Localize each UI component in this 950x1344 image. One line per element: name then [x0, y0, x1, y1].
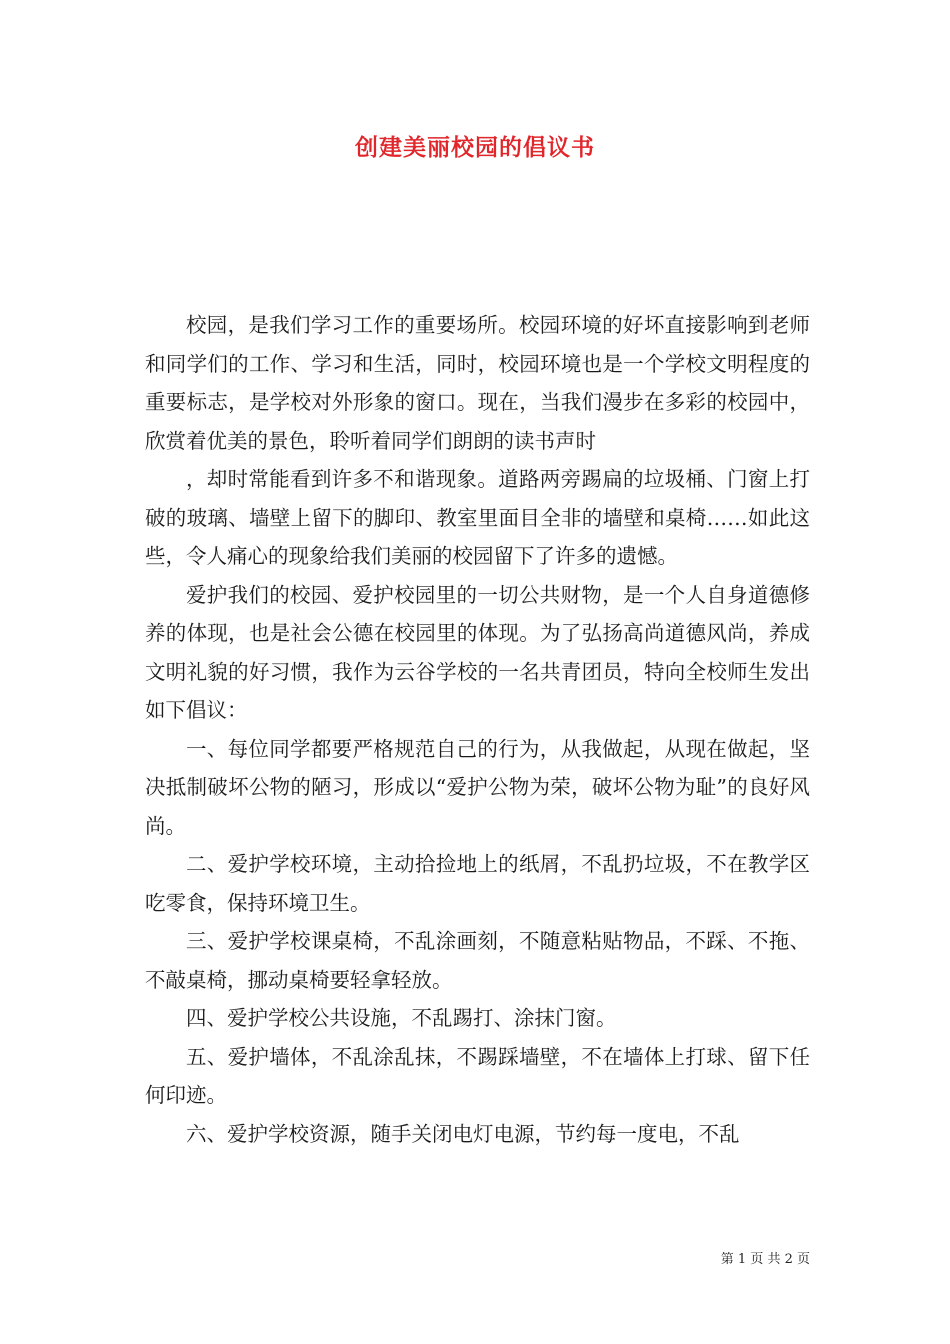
paragraph-intro: 校园，是我们学习工作的重要场所。校园环境的好坏直接影响到老师和同学们的工作、学习和生活，同时，校园环境也是一个学校文明程度的重要标志，是学校对外形象的窗口。现在，当我们漫步在多彩的校园中，欣赏着优美的景色，聆听着同学们朗朗的读书声时	[145, 313, 810, 453]
paragraph-problems: ，却时常能看到许多不和谐现象。道路两旁踢扁的垃圾桶、门窗上打破的玻璃、墙壁上留下的脚印、教室里面目全非的墙壁和桌椅……如此这些，令人痛心的现象给我们美丽的校园留下了许多的遗憾。	[145, 467, 810, 568]
paragraph-item-4: 四、爱护学校公共设施，不乱踢打、涂抹门窗。	[186, 1006, 617, 1030]
document-title: 创建美丽校园的倡议书	[355, 134, 595, 161]
document-body	[145, 306, 810, 1153]
page-number: 第 1 页 共 2 页	[720, 1252, 810, 1267]
paragraph-item-5: 五、爱护墙体，不乱涂乱抹，不踢踩墙壁，不在墙体上打球、留下任何印迹。	[145, 1044, 810, 1107]
paragraph-proposal-intro: 爱护我们的校园、爱护校园里的一切公共财物，是一个人自身道德修养的体现，也是社会公德在校园里的体现。为了弘扬高尚道德风尚，养成文明礼貌的好习惯，我作为云谷学校的一名共青团员，特向全校师生发出如下倡议：	[145, 582, 810, 722]
paragraph-item-2: 二、爱护学校环境，主动拾捡地上的纸屑，不乱扔垃圾，不在教学区吃零食，保持环境卫生。	[145, 852, 810, 915]
paragraph-item-6: 六、爱护学校资源，随手关闭电灯电源，节约每一度电，不乱	[186, 1121, 740, 1146]
paragraph-item-1: 一、每位同学都要严格规范自己的行为，从我做起，从现在做起，坚决抵制破坏公物的陋习，形成以“爱护公物为荣，破坏公物为耻”的良好风尚。	[145, 736, 810, 838]
paragraph-item-3: 三、爱护学校课桌椅，不乱涂画刻，不随意粘贴物品，不踩、不拖、不敲桌椅，挪动桌椅要轻拿轻放。	[145, 929, 810, 992]
